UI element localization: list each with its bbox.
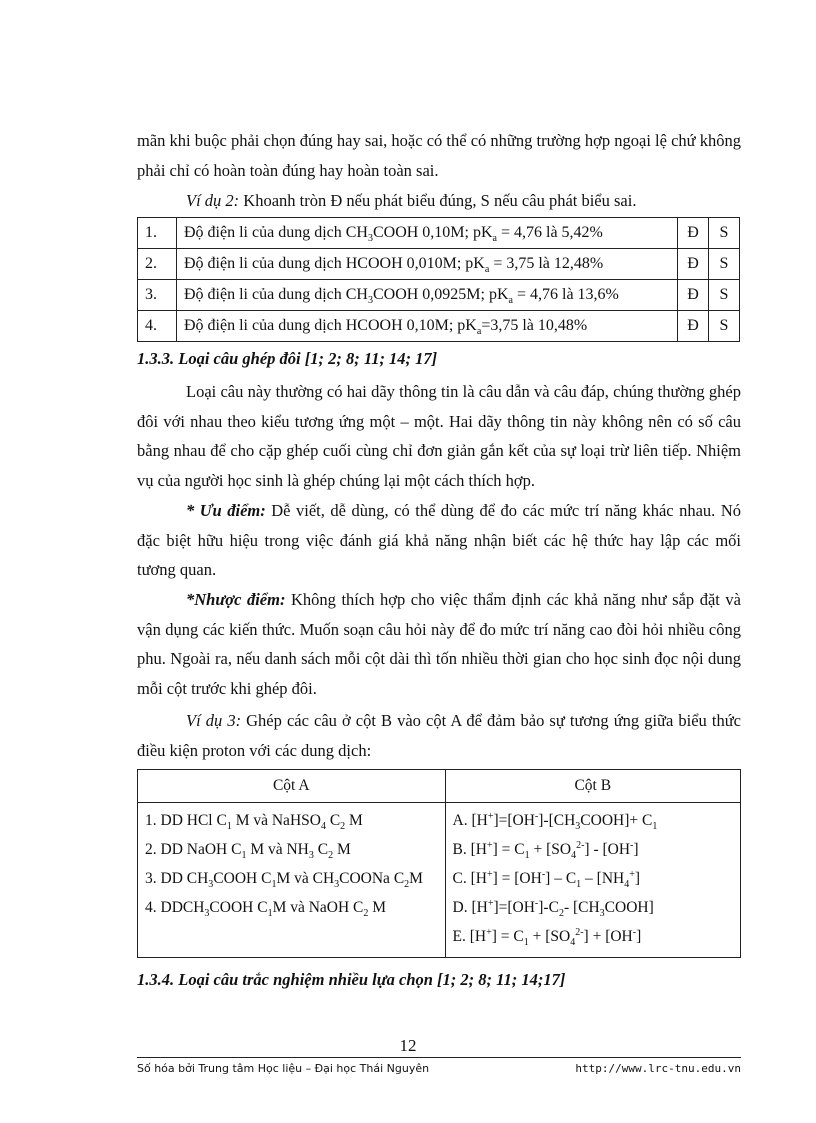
advantages-label: * Ưu điểm:	[186, 501, 266, 520]
column-b-item: A. $[H^+]=[OH^-]-[CH_3COOH]+ C_1$	[445, 803, 740, 836]
statement: Độ điện li của dung dịch $CH_3COOH$ 0,0925M; $pK_a = 4,76$ là 13,6%	[177, 280, 678, 311]
false-option[interactable]: S	[709, 311, 740, 342]
disadvantages-paragraph	[137, 585, 741, 703]
disadvantages-label: *Nhược điểm:	[186, 590, 286, 609]
true-option[interactable]: Đ	[678, 249, 709, 280]
column-b-header: Cột B	[445, 770, 740, 803]
column-a-item	[138, 922, 446, 958]
column-b-item: E. $[H^+] = C_1 + [SO_4^{2-}] + [OH^-]$	[445, 922, 740, 958]
statement: Độ điện li của dung dịch $CH_3COOH$ 0,10M; $pK_a = 4,76$ là 5,42%	[177, 218, 678, 249]
table-row	[138, 311, 740, 342]
page-number: 12	[399, 1036, 417, 1055]
footer-url[interactable]: http://www.lrc-tnu.edu.vn	[575, 1062, 741, 1075]
column-a-item: 1. DD HCl $C_1$ M và NaHSO$_4$ $C_2$ M	[138, 803, 446, 836]
matching-table	[137, 769, 741, 958]
column-a-item: 2. DD NaOH $C_1$ M và $NH_3$ $C_2$ M	[138, 835, 446, 864]
example-3-text: Ghép các câu ở cột B vào cột A để đảm bảo sự tương ứng giữa biểu thức điều kiện proton với các dung dịch:	[137, 711, 741, 760]
false-option[interactable]: S	[709, 280, 740, 311]
table-row	[138, 835, 741, 864]
table-row	[138, 893, 741, 922]
row-number: 3.	[138, 280, 177, 311]
table-row	[138, 803, 741, 836]
statement: Độ điện li của dung dịch HCOOH 0,10M; $pK_a=3,75$ là 10,48%	[177, 311, 678, 342]
example-2-line	[137, 186, 741, 216]
example-3-paragraph	[137, 706, 741, 765]
false-option[interactable]: S	[709, 218, 740, 249]
true-false-table	[137, 217, 740, 342]
example-3-label: Ví dụ 3:	[186, 711, 242, 730]
true-option[interactable]: Đ	[678, 218, 709, 249]
table-row	[138, 218, 740, 249]
section-paragraph: Loại câu này thường có hai dãy thông tin là câu dẫn và câu đáp, chúng thường ghép đôi với nhau theo kiểu tương ứng một – một. Hai dãy thông tin này không nên có số câu bằng nhau để cho cặp ghép cuối cùng chỉ đơn giản gắn kết của sự loại trừ liên tiếp. Nhiệm vụ của người học sinh là ghép chúng lại một cách thích hợp.	[137, 382, 741, 490]
column-a-header: Cột A	[138, 770, 446, 803]
table-row	[138, 280, 740, 311]
table-row	[138, 864, 741, 893]
column-b-item: C. $[H^+] = [OH^-] - C_1 - [NH_4^+]$	[445, 864, 740, 893]
advantages-paragraph	[137, 496, 741, 585]
row-number: 4.	[138, 311, 177, 342]
footer-divider	[137, 1057, 741, 1058]
statement: Độ điện li của dung dịch HCOOH 0,010M; $pK_a = 3,75$ là 12,48%	[177, 249, 678, 280]
row-number: 1.	[138, 218, 177, 249]
column-b-item: D. $[H^+]=[OH^-]-C_2-$ $[CH_3COOH]$	[445, 893, 740, 922]
footer-source: Số hóa bởi Trung tâm Học liệu – Đại học Thái Nguyên	[137, 1062, 430, 1075]
true-option[interactable]: Đ	[678, 311, 709, 342]
table-row	[138, 249, 740, 280]
advantages-text: Dễ viết, dễ dùng, có thể dùng để đo các mức trí năng khác nhau. Nó đặc biệt hữu hiệu trong việc đánh giá khả năng nhận biết các hệ thức hay lập các mối tương quan.	[137, 501, 741, 579]
row-number: 2.	[138, 249, 177, 280]
disadvantages-text: Không thích hợp cho việc thẩm định các khả năng như sắp đặt và vận dụng các kiến thức. Muốn soạn câu hỏi này để đo mức trí năng cao đòi hỏi nhiều công phu. Ngoài ra, nếu danh sách mỗi cột dài thì tốn nhiều thời gian cho học sinh đọc nội dung mỗi cột trước khi ghép đôi.	[137, 590, 741, 698]
section-heading-1-3-3: 1.3.3. Loại câu ghép đôi [1; 2; 8; 11; 14; 17]	[137, 349, 438, 368]
true-option[interactable]: Đ	[678, 280, 709, 311]
section-heading-1-3-4: 1.3.4. Loại câu trắc nghiệm nhiều lựa chọn [1; 2; 8; 11; 14;17]	[137, 970, 566, 989]
intro-paragraph: mãn khi buộc phải chọn đúng hay sai, hoặc có thể có những trường hợp ngoại lệ chứ không phải chỉ có hoàn toàn đúng hay hoàn toàn sai.	[137, 131, 741, 180]
false-option[interactable]: S	[709, 249, 740, 280]
column-b-item: B. $[H^+] = C_1 + [SO_4^{2-}] - [OH^-]$	[445, 835, 740, 864]
table-row	[138, 922, 741, 958]
example-2-text: Khoanh tròn Đ nếu phát biểu đúng, S nếu câu phát biểu sai.	[239, 191, 637, 210]
example-2-label: Ví dụ 2:	[186, 191, 240, 210]
table-header-row	[138, 770, 741, 803]
column-a-item: 4. $DDCH_3COOH$ $C_1M$ và NaOH $C_2$ M	[138, 893, 446, 922]
column-a-item: 3. DD $CH_3COOH$ $C_1M$ và $CH_3COONa$ $C_2M$	[138, 864, 446, 893]
